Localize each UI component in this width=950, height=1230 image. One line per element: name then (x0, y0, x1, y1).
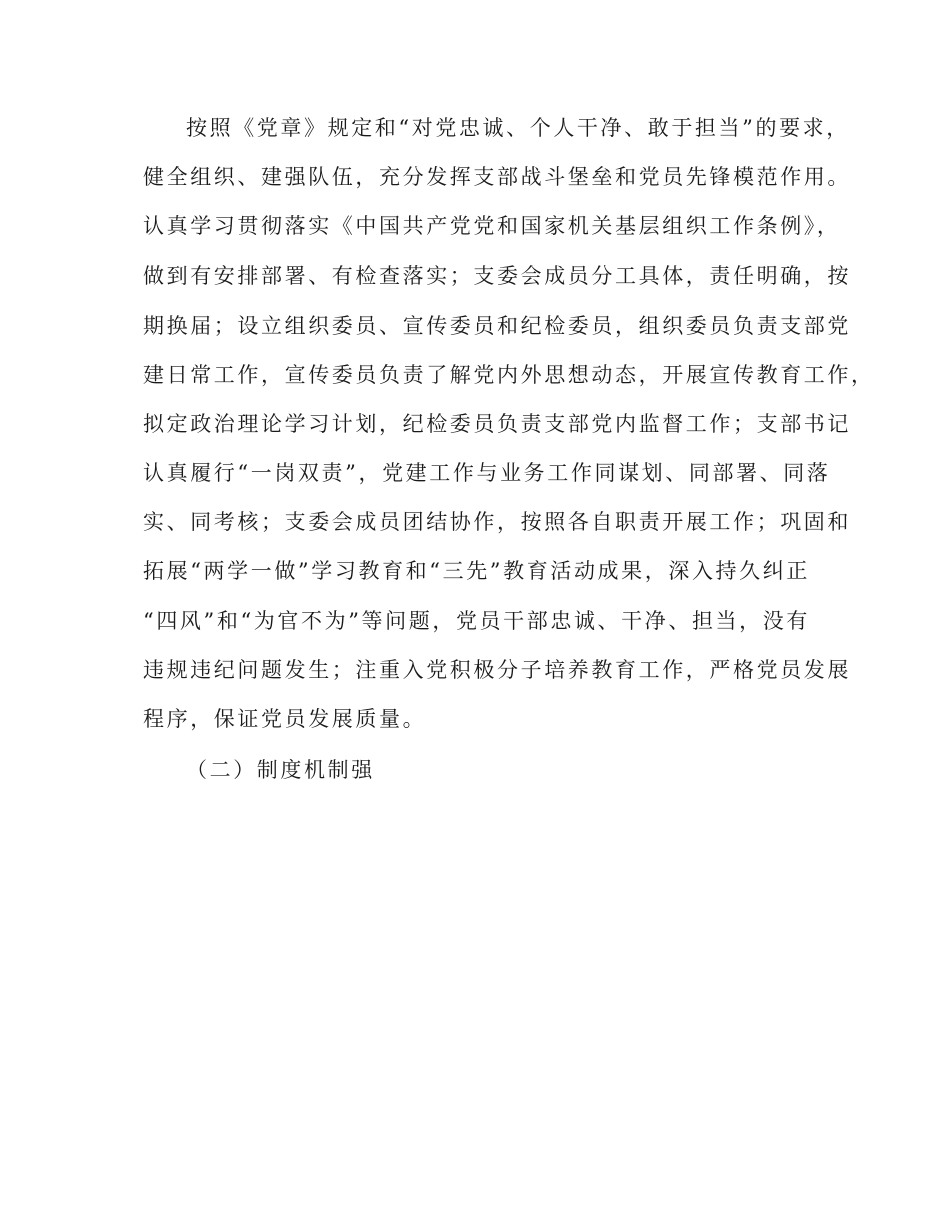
paragraph-line: 健全组织、建强队伍，充分发挥支部战斗堡垒和党员先锋模范作用。 (143, 165, 851, 189)
paragraph-line: 按照《党章》规定和“对党忠诚、个人干净、敢于担当”的要求， (186, 116, 850, 140)
paragraph-line: 程序，保证党员发展质量。 (143, 707, 427, 731)
paragraph-line: 做到有安排部署、有检查落实；支委会成员分工具体，责任明确，按 (143, 264, 851, 288)
paragraph-line: 拟定政治理论学习计划，纪检委员负责支部党内监督工作；支部书记 (143, 412, 851, 436)
paragraph-line: 认真履行“一岗双责”，党建工作与业务工作同谋划、同部署、同落 (143, 461, 831, 485)
paragraph-line: 违规违纪问题发生；注重入党积极分子培养教育工作，严格党员发展 (143, 658, 851, 682)
paragraph-line: 拓展“两学一做”学习教育和“三先”教育活动成果，深入持久纠正 (143, 559, 810, 583)
paragraph-line: 实、同考核；支委会成员团结协作，按照各自职责开展工作；巩固和 (143, 510, 851, 534)
paragraph-line: 认真学习贯彻落实《中国共产党党和国家机关基层组织工作条例》， (143, 214, 841, 238)
paragraph-line: 建日常工作，宣传委员负责了解党内外思想动态，开展宣传教育工作， (143, 363, 875, 387)
paragraph-line: “四风”和“为官不为”等问题，党员干部忠诚、干净、担当，没有 (143, 609, 810, 633)
section-heading: （二）制度机制强 (186, 758, 375, 782)
paragraph-line: 期换届；设立组织委员、宣传委员和纪检委员，组织委员负责支部党 (143, 314, 851, 338)
